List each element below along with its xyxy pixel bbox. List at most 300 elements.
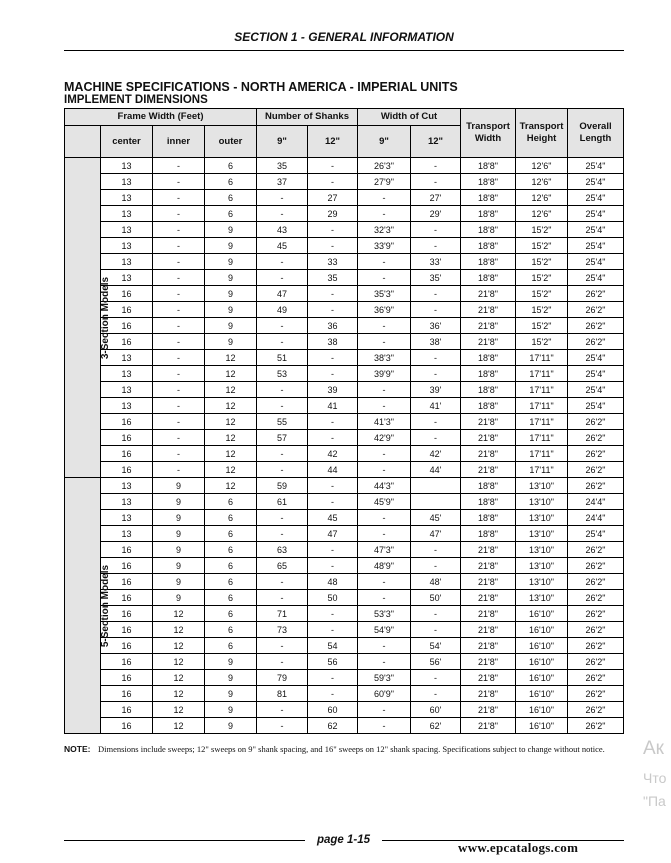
- cell-cut-12: -: [411, 158, 461, 174]
- cell-transport-width: 21'8": [461, 670, 516, 686]
- cell-center: 13: [101, 526, 153, 542]
- cell-cut-12: -: [411, 670, 461, 686]
- cell-transport-width: 21'8": [461, 286, 516, 302]
- cell-outer: 6: [205, 622, 257, 638]
- cell-outer: 12: [205, 414, 257, 430]
- cell-shanks-12: 41: [308, 398, 358, 414]
- cell-shanks-9: 59: [257, 478, 308, 494]
- cell-shanks-12: 45: [308, 510, 358, 526]
- cell-shanks-9: -: [257, 334, 308, 350]
- cell-shanks-9: -: [257, 574, 308, 590]
- cell-overall-length: 26'2": [568, 590, 624, 606]
- cell-outer: 12: [205, 382, 257, 398]
- cell-overall-length: 26'2": [568, 302, 624, 318]
- cell-center: 13: [101, 222, 153, 238]
- cell-cut-12: 45': [411, 510, 461, 526]
- cell-cut-12: 35': [411, 270, 461, 286]
- cell-overall-length: 25'4": [568, 366, 624, 382]
- cell-transport-width: 18'8": [461, 494, 516, 510]
- cell-outer: 9: [205, 222, 257, 238]
- cell-shanks-12: 47: [308, 526, 358, 542]
- cell-inner: -: [153, 174, 205, 190]
- cell-shanks-12: -: [308, 222, 358, 238]
- table-row: [65, 654, 624, 670]
- header-center: center: [101, 126, 153, 158]
- cell-transport-height: 15'2": [516, 318, 568, 334]
- cell-shanks-9: -: [257, 654, 308, 670]
- cell-transport-height: 16'10": [516, 702, 568, 718]
- header-frame-width: Frame Width (Feet): [65, 109, 257, 126]
- cell-cut-9: 60'9": [358, 686, 411, 702]
- cell-shanks-12: 48: [308, 574, 358, 590]
- cell-inner: 9: [153, 510, 205, 526]
- table-row: [65, 446, 624, 462]
- cell-shanks-9: -: [257, 446, 308, 462]
- cell-overall-length: 25'4": [568, 398, 624, 414]
- cell-overall-length: 26'2": [568, 574, 624, 590]
- cell-cut-12: 42': [411, 446, 461, 462]
- header-inner: inner: [153, 126, 205, 158]
- cell-shanks-9: -: [257, 638, 308, 654]
- overlay-fragment: "Па: [643, 793, 666, 809]
- table-row: [65, 398, 624, 414]
- cell-overall-length: 26'2": [568, 286, 624, 302]
- cell-transport-height: 17'11": [516, 446, 568, 462]
- cell-shanks-12: -: [308, 622, 358, 638]
- header-blank: [65, 126, 101, 158]
- cell-cut-12: 36': [411, 318, 461, 334]
- cell-shanks-12: -: [308, 670, 358, 686]
- header-width-of-cut: Width of Cut: [358, 109, 461, 126]
- cell-cut-12: 41': [411, 398, 461, 414]
- cell-cut-12: 38': [411, 334, 461, 350]
- cell-overall-length: 25'4": [568, 206, 624, 222]
- cell-inner: -: [153, 382, 205, 398]
- cell-cut-9: 53'3": [358, 606, 411, 622]
- cell-cut-12: -: [411, 286, 461, 302]
- cell-transport-width: 21'8": [461, 414, 516, 430]
- cell-overall-length: 26'2": [568, 670, 624, 686]
- cell-outer: 6: [205, 542, 257, 558]
- cell-shanks-9: -: [257, 462, 308, 478]
- cell-cut-12: [411, 494, 461, 510]
- cell-shanks-12: 33: [308, 254, 358, 270]
- table-row: [65, 350, 624, 366]
- cell-outer: 9: [205, 238, 257, 254]
- cell-overall-length: 26'2": [568, 638, 624, 654]
- cell-shanks-12: -: [308, 606, 358, 622]
- cell-shanks-12: -: [308, 174, 358, 190]
- cell-inner: -: [153, 254, 205, 270]
- table-row: [65, 462, 624, 478]
- cell-overall-length: 25'4": [568, 158, 624, 174]
- cell-shanks-12: 62: [308, 718, 358, 734]
- cell-shanks-9: 61: [257, 494, 308, 510]
- cell-shanks-9: 63: [257, 542, 308, 558]
- cell-transport-height: 17'11": [516, 350, 568, 366]
- cell-inner: -: [153, 334, 205, 350]
- table-row: [65, 366, 624, 382]
- table-row: [65, 606, 624, 622]
- cell-transport-height: 15'2": [516, 238, 568, 254]
- cell-shanks-9: 55: [257, 414, 308, 430]
- cell-transport-height: 13'10": [516, 542, 568, 558]
- table-row: [65, 590, 624, 606]
- cell-transport-height: 16'10": [516, 670, 568, 686]
- cell-shanks-9: -: [257, 190, 308, 206]
- cell-overall-length: 26'2": [568, 686, 624, 702]
- cell-transport-width: 21'8": [461, 462, 516, 478]
- cell-transport-height: 15'2": [516, 302, 568, 318]
- cell-cut-12: -: [411, 542, 461, 558]
- table-row: [65, 558, 624, 574]
- cell-cut-9: -: [358, 638, 411, 654]
- cell-outer: 9: [205, 654, 257, 670]
- table-row: [65, 318, 624, 334]
- cell-transport-height: 13'10": [516, 478, 568, 494]
- cell-cut-12: [411, 478, 461, 494]
- cell-transport-height: 15'2": [516, 334, 568, 350]
- cell-cut-9: 35'3": [358, 286, 411, 302]
- header-shanks-12: 12": [308, 126, 358, 158]
- cell-center: 16: [101, 638, 153, 654]
- cell-transport-height: 12'6": [516, 174, 568, 190]
- cell-inner: 9: [153, 558, 205, 574]
- cell-center: 13: [101, 238, 153, 254]
- cell-shanks-9: 47: [257, 286, 308, 302]
- cell-cut-12: -: [411, 302, 461, 318]
- cell-transport-width: 21'8": [461, 318, 516, 334]
- cell-shanks-9: 49: [257, 302, 308, 318]
- header-outer: outer: [205, 126, 257, 158]
- cell-outer: 6: [205, 206, 257, 222]
- footer-divider-left: [64, 840, 305, 841]
- cell-cut-12: -: [411, 222, 461, 238]
- cell-overall-length: 26'2": [568, 622, 624, 638]
- cell-shanks-12: -: [308, 286, 358, 302]
- cell-outer: 6: [205, 494, 257, 510]
- cell-transport-width: 18'8": [461, 222, 516, 238]
- header-overall-length: Overall Length: [568, 109, 624, 158]
- cell-center: 16: [101, 558, 153, 574]
- cell-transport-width: 21'8": [461, 574, 516, 590]
- cell-inner: 12: [153, 606, 205, 622]
- cell-cut-9: -: [358, 654, 411, 670]
- cell-overall-length: 25'4": [568, 526, 624, 542]
- cell-center: 16: [101, 318, 153, 334]
- cell-transport-width: 18'8": [461, 254, 516, 270]
- cell-overall-length: 25'4": [568, 382, 624, 398]
- cell-cut-9: -: [358, 510, 411, 526]
- cell-outer: 12: [205, 366, 257, 382]
- cell-inner: -: [153, 414, 205, 430]
- cell-cut-9: 48'9": [358, 558, 411, 574]
- cell-outer: 12: [205, 350, 257, 366]
- cell-shanks-12: 44: [308, 462, 358, 478]
- cell-transport-height: 17'11": [516, 382, 568, 398]
- cell-overall-length: 25'4": [568, 174, 624, 190]
- cell-cut-9: 45'9": [358, 494, 411, 510]
- cell-shanks-12: 38: [308, 334, 358, 350]
- cell-shanks-9: 43: [257, 222, 308, 238]
- group-label: [65, 158, 112, 478]
- cell-inner: 9: [153, 526, 205, 542]
- cell-transport-height: 12'6": [516, 190, 568, 206]
- cell-shanks-12: -: [308, 302, 358, 318]
- cell-shanks-12: 27: [308, 190, 358, 206]
- cell-inner: 9: [153, 590, 205, 606]
- cell-shanks-12: -: [308, 478, 358, 494]
- cell-inner: 12: [153, 718, 205, 734]
- cell-transport-height: 13'10": [516, 526, 568, 542]
- cell-transport-width: 21'8": [461, 638, 516, 654]
- cell-outer: 9: [205, 254, 257, 270]
- table-row: [65, 270, 624, 286]
- cell-shanks-12: -: [308, 558, 358, 574]
- cell-shanks-12: -: [308, 494, 358, 510]
- cell-transport-width: 18'8": [461, 190, 516, 206]
- page-number: page 1-15: [316, 834, 371, 846]
- cell-transport-height: 13'10": [516, 494, 568, 510]
- cell-cut-12: -: [411, 238, 461, 254]
- cell-shanks-9: -: [257, 254, 308, 270]
- cell-inner: 12: [153, 654, 205, 670]
- cell-cut-9: -: [358, 718, 411, 734]
- cell-center: 13: [101, 350, 153, 366]
- cell-inner: -: [153, 158, 205, 174]
- cell-shanks-9: -: [257, 398, 308, 414]
- cell-cut-12: 29': [411, 206, 461, 222]
- cell-center: 16: [101, 686, 153, 702]
- table-row: [65, 222, 624, 238]
- table-row: [65, 478, 624, 494]
- cell-transport-height: 15'2": [516, 222, 568, 238]
- cell-cut-9: -: [358, 462, 411, 478]
- cell-shanks-12: 50: [308, 590, 358, 606]
- cell-center: 16: [101, 654, 153, 670]
- group-label-text: 3-Section Models: [100, 276, 112, 359]
- cell-transport-width: 21'8": [461, 590, 516, 606]
- cell-cut-9: -: [358, 590, 411, 606]
- cell-center: 13: [101, 254, 153, 270]
- cell-center: 13: [101, 206, 153, 222]
- cell-center: 16: [101, 414, 153, 430]
- cell-center: 13: [101, 398, 153, 414]
- cell-shanks-9: 57: [257, 430, 308, 446]
- cell-center: 13: [101, 174, 153, 190]
- cell-center: 13: [101, 510, 153, 526]
- cell-center: 16: [101, 702, 153, 718]
- table-row: [65, 702, 624, 718]
- cell-transport-height: 15'2": [516, 286, 568, 302]
- cell-inner: 12: [153, 670, 205, 686]
- group-label: [65, 478, 112, 734]
- table-row: [65, 494, 624, 510]
- page-title: MACHINE SPECIFICATIONS - NORTH AMERICA - IMPERIAL UNITS: [64, 80, 458, 94]
- cell-cut-12: -: [411, 622, 461, 638]
- table-row: [65, 302, 624, 318]
- section-header: SECTION 1 - GENERAL INFORMATION: [234, 30, 454, 44]
- cell-cut-12: 56': [411, 654, 461, 670]
- cell-cut-12: -: [411, 414, 461, 430]
- cell-overall-length: 26'2": [568, 606, 624, 622]
- cell-shanks-9: 79: [257, 670, 308, 686]
- cell-inner: -: [153, 350, 205, 366]
- cell-cut-9: 27'9": [358, 174, 411, 190]
- cell-transport-height: 12'6": [516, 158, 568, 174]
- cell-transport-height: 13'10": [516, 574, 568, 590]
- cell-transport-width: 18'8": [461, 238, 516, 254]
- cell-cut-9: -: [358, 702, 411, 718]
- note-label: NOTE:: [64, 744, 91, 754]
- cell-cut-12: 62': [411, 718, 461, 734]
- cell-inner: -: [153, 222, 205, 238]
- cell-transport-width: 21'8": [461, 702, 516, 718]
- table-row: [65, 622, 624, 638]
- cell-transport-width: 18'8": [461, 270, 516, 286]
- note: [64, 744, 634, 755]
- header-transport-height: Transport Height: [516, 109, 568, 158]
- table-row: [65, 286, 624, 302]
- cell-shanks-9: 73: [257, 622, 308, 638]
- cell-overall-length: 25'4": [568, 254, 624, 270]
- cell-overall-length: 26'2": [568, 462, 624, 478]
- cell-shanks-12: -: [308, 366, 358, 382]
- cell-inner: 12: [153, 686, 205, 702]
- cell-shanks-12: -: [308, 430, 358, 446]
- cell-cut-9: -: [358, 206, 411, 222]
- cell-cut-12: -: [411, 558, 461, 574]
- table-row: [65, 238, 624, 254]
- table-row: [65, 430, 624, 446]
- cell-inner: 9: [153, 494, 205, 510]
- cell-shanks-9: -: [257, 590, 308, 606]
- cell-shanks-9: -: [257, 718, 308, 734]
- cell-center: 13: [101, 366, 153, 382]
- cell-cut-9: 47'3": [358, 542, 411, 558]
- cell-cut-12: 60': [411, 702, 461, 718]
- cell-center: 13: [101, 270, 153, 286]
- header-shanks-9: 9": [257, 126, 308, 158]
- cell-inner: 12: [153, 702, 205, 718]
- cell-transport-width: 21'8": [461, 718, 516, 734]
- cell-center: 13: [101, 478, 153, 494]
- cell-shanks-9: 65: [257, 558, 308, 574]
- cell-inner: 12: [153, 622, 205, 638]
- cell-cut-12: 54': [411, 638, 461, 654]
- cell-center: 16: [101, 622, 153, 638]
- header-transport-width: Transport Width: [461, 109, 516, 158]
- cell-overall-length: 25'4": [568, 238, 624, 254]
- cell-outer: 6: [205, 606, 257, 622]
- table-row: [65, 174, 624, 190]
- cell-overall-length: 26'2": [568, 654, 624, 670]
- cell-center: 16: [101, 286, 153, 302]
- cell-cut-12: 39': [411, 382, 461, 398]
- cell-center: 16: [101, 302, 153, 318]
- header-number-of-shanks: Number of Shanks: [257, 109, 358, 126]
- note-text: Dimensions include sweeps; 12" sweeps on 9" shank spacing, and 16" sweeps on 12" shank spacing. Specifications subject to change without notice.: [98, 744, 605, 754]
- cell-transport-width: 18'8": [461, 478, 516, 494]
- cell-transport-width: 21'8": [461, 302, 516, 318]
- cell-transport-width: 21'8": [461, 606, 516, 622]
- cell-shanks-9: 35: [257, 158, 308, 174]
- cell-overall-length: 26'2": [568, 414, 624, 430]
- cell-shanks-12: 35: [308, 270, 358, 286]
- cell-outer: 12: [205, 398, 257, 414]
- cell-shanks-12: 54: [308, 638, 358, 654]
- cell-inner: 9: [153, 478, 205, 494]
- cell-transport-width: 18'8": [461, 366, 516, 382]
- cell-transport-width: 18'8": [461, 350, 516, 366]
- cell-transport-width: 21'8": [461, 654, 516, 670]
- cell-cut-9: -: [358, 254, 411, 270]
- cell-outer: 9: [205, 702, 257, 718]
- cell-transport-height: 13'10": [516, 590, 568, 606]
- cell-outer: 9: [205, 270, 257, 286]
- cell-inner: -: [153, 446, 205, 462]
- cell-transport-height: 16'10": [516, 622, 568, 638]
- cell-cut-9: -: [358, 334, 411, 350]
- cell-cut-9: -: [358, 574, 411, 590]
- cell-center: 16: [101, 606, 153, 622]
- cell-shanks-12: -: [308, 542, 358, 558]
- cell-outer: 12: [205, 446, 257, 462]
- cell-outer: 6: [205, 638, 257, 654]
- cell-cut-12: -: [411, 366, 461, 382]
- cell-outer: 6: [205, 590, 257, 606]
- cell-transport-height: 16'10": [516, 718, 568, 734]
- cell-inner: -: [153, 366, 205, 382]
- cell-transport-width: 18'8": [461, 398, 516, 414]
- cell-inner: 9: [153, 574, 205, 590]
- cell-transport-height: 13'10": [516, 558, 568, 574]
- cell-shanks-9: 37: [257, 174, 308, 190]
- cell-shanks-12: -: [308, 414, 358, 430]
- cell-transport-height: 17'11": [516, 462, 568, 478]
- cell-shanks-9: 71: [257, 606, 308, 622]
- cell-inner: -: [153, 302, 205, 318]
- cell-transport-height: 15'2": [516, 270, 568, 286]
- cell-cut-9: 38'3": [358, 350, 411, 366]
- table-row: [65, 190, 624, 206]
- cell-shanks-9: -: [257, 270, 308, 286]
- cell-cut-9: 36'9": [358, 302, 411, 318]
- cell-transport-width: 18'8": [461, 206, 516, 222]
- cell-cut-12: 50': [411, 590, 461, 606]
- cell-shanks-12: 29: [308, 206, 358, 222]
- cell-center: 13: [101, 382, 153, 398]
- table-row: [65, 542, 624, 558]
- cell-outer: 12: [205, 462, 257, 478]
- cell-center: 16: [101, 542, 153, 558]
- cell-shanks-12: 42: [308, 446, 358, 462]
- cell-transport-width: 21'8": [461, 558, 516, 574]
- cell-center: 16: [101, 446, 153, 462]
- cell-inner: 12: [153, 638, 205, 654]
- cell-transport-height: 12'6": [516, 206, 568, 222]
- cell-overall-length: 26'2": [568, 446, 624, 462]
- cell-overall-length: 26'2": [568, 542, 624, 558]
- cell-cut-9: 41'3": [358, 414, 411, 430]
- table-row: [65, 414, 624, 430]
- cell-overall-length: 25'4": [568, 350, 624, 366]
- cell-center: 13: [101, 158, 153, 174]
- cell-shanks-12: 36: [308, 318, 358, 334]
- cell-cut-12: 33': [411, 254, 461, 270]
- cell-transport-height: 17'11": [516, 414, 568, 430]
- cell-transport-height: 16'10": [516, 686, 568, 702]
